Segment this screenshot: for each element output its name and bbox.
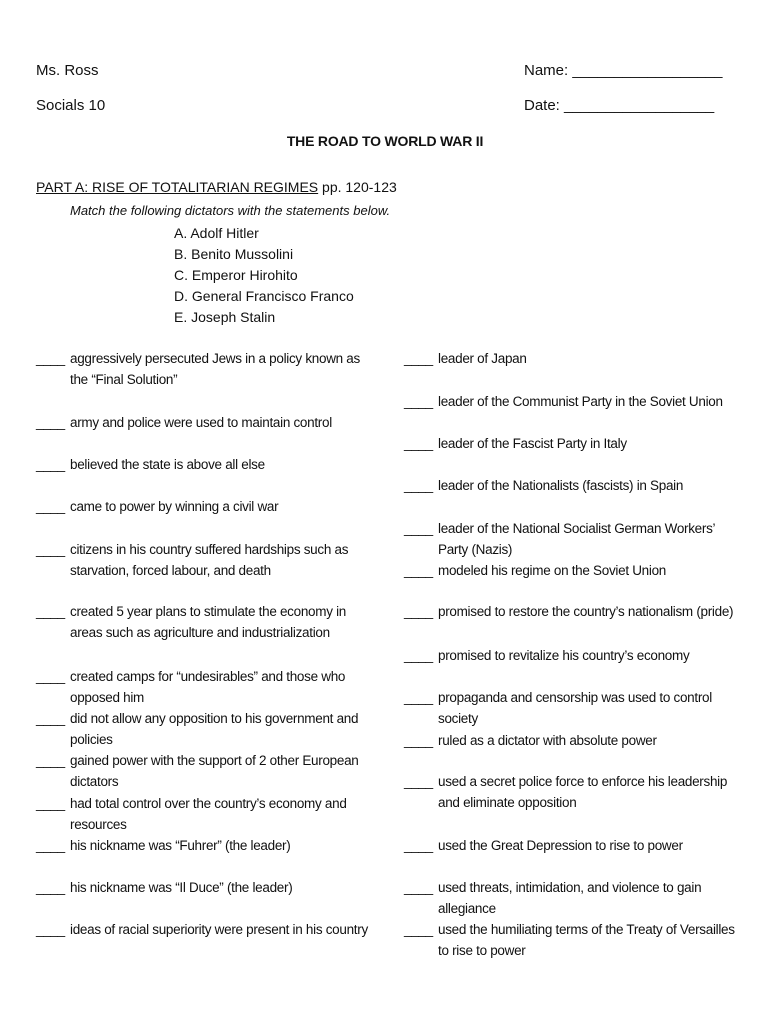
answer-blank[interactable]: ____: [36, 669, 65, 684]
answer-blank[interactable]: ____: [36, 796, 65, 811]
answer-blank[interactable]: ____: [36, 838, 65, 853]
answer-blank[interactable]: ____: [404, 922, 433, 937]
answer-blank[interactable]: ____: [36, 880, 65, 895]
answer-blank[interactable]: ____: [404, 604, 433, 619]
choice-hitler: A. Adolf Hitler: [174, 225, 259, 241]
answer-blank[interactable]: ____: [404, 733, 433, 748]
choice-stalin: E. Joseph Stalin: [174, 309, 276, 325]
answer-blank[interactable]: ____: [36, 922, 65, 937]
choice-franco: D. General Francisco Franco: [174, 288, 354, 304]
part-a-title: PART A: RISE OF TOTALITARIAN REGIMES: [36, 179, 319, 195]
answer-blank[interactable]: ____: [404, 774, 433, 789]
answer-blank[interactable]: ____: [36, 542, 65, 557]
answer-blank[interactable]: ____: [404, 351, 433, 366]
dictator-choices: [174, 223, 354, 328]
part-a-pages: pp. 120-123: [318, 179, 397, 195]
answer-blank[interactable]: ____: [36, 753, 65, 768]
answer-blank[interactable]: ____: [404, 690, 433, 705]
part-a-heading: [36, 179, 397, 195]
worksheet-title: THE ROAD TO WORLD WAR II: [286, 133, 484, 149]
answer-blank[interactable]: ____: [404, 563, 433, 578]
choice-mussolini: B. Benito Mussolini: [174, 246, 294, 262]
answer-blank[interactable]: ____: [404, 478, 433, 493]
answer-blank[interactable]: ____: [404, 521, 433, 536]
choice-hirohito: C. Emperor Hirohito: [174, 267, 298, 283]
student-name-field[interactable]: Name: __________________: [524, 62, 723, 79]
answer-blank[interactable]: ____: [404, 648, 433, 663]
answer-blank[interactable]: ____: [404, 436, 433, 451]
answer-blank[interactable]: ____: [404, 880, 433, 895]
answer-blank[interactable]: ____: [404, 394, 433, 409]
answer-blank[interactable]: ____: [36, 415, 65, 430]
teacher-name: Ms. Ross: [36, 62, 99, 79]
answer-blank[interactable]: ____: [36, 604, 65, 619]
answer-blank[interactable]: ____: [404, 838, 433, 853]
answer-blank[interactable]: ____: [36, 351, 65, 366]
date-field[interactable]: Date: __________________: [524, 97, 715, 114]
instructions: Match the following dictators with the statements below.: [70, 203, 391, 218]
course-name: Socials 10: [36, 97, 106, 114]
answer-blank[interactable]: ____: [36, 711, 65, 726]
answer-blank[interactable]: ____: [36, 499, 65, 514]
answer-blank[interactable]: ____: [36, 457, 65, 472]
